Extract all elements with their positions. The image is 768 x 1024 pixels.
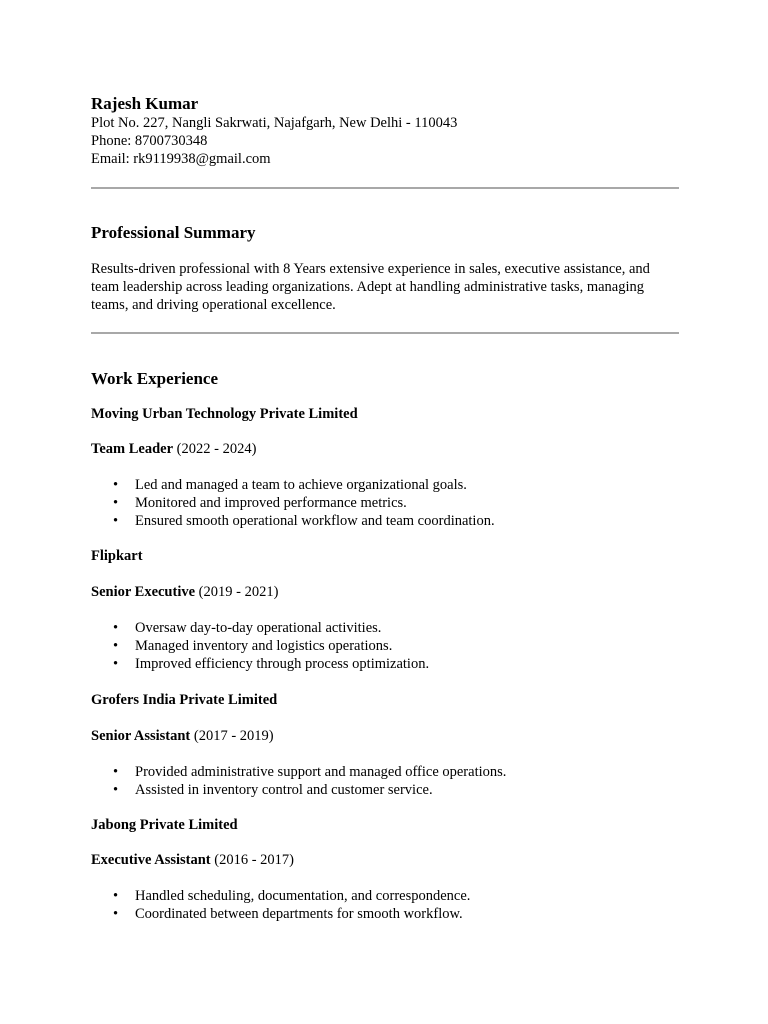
- role-line: [91, 440, 679, 458]
- job-bullets: [91, 887, 679, 923]
- summary-text: Results-driven professional with 8 Years extensive experience in sales, executive assistance, and team leadership across leading organizations. Adept at handling administrative tasks, managing teams, and driving operational excellence.: [91, 261, 650, 313]
- email-line: Email: rk9119938@gmail.com: [91, 151, 271, 167]
- role-line: [91, 851, 679, 869]
- bullet-item: • Monitored and improved performance metrics.: [135, 494, 679, 512]
- divider-header: [91, 187, 679, 189]
- role-title: Team Leader: [91, 441, 174, 457]
- job-entry: [91, 691, 679, 799]
- job-bullets: [91, 619, 679, 673]
- resume-content: [91, 94, 679, 923]
- summary-title: Professional Summary: [91, 223, 256, 242]
- company-name: Flipkart: [91, 548, 143, 564]
- company-name: Grofers India Private Limited: [91, 692, 278, 708]
- experience-title: Work Experience: [91, 369, 219, 388]
- job-entry: [91, 816, 679, 923]
- phone-line: Phone: 8700730348: [91, 133, 208, 149]
- contact-header: [91, 94, 679, 168]
- job-entry: [91, 547, 679, 673]
- candidate-name: Rajesh Kumar: [91, 94, 199, 113]
- role-title: Executive Assistant: [91, 852, 211, 868]
- job-bullets: [91, 763, 679, 799]
- address-line: Plot No. 227, Nangli Sakrwati, Najafgarh, New Delhi - 110043: [91, 115, 458, 131]
- bullet-item: • Oversaw day-to-day operational activities.: [135, 619, 679, 637]
- bullet-item: • Managed inventory and logistics operations.: [135, 637, 679, 655]
- bullet-item: • Handled scheduling, documentation, and correspondence.: [135, 887, 679, 905]
- role-line: [91, 727, 679, 745]
- job-entry: [91, 405, 679, 530]
- role-title: Senior Executive: [91, 584, 196, 600]
- bullet-item: • Provided administrative support and managed office operations.: [135, 763, 679, 781]
- bullet-item: • Coordinated between departments for smooth workflow.: [135, 905, 679, 923]
- role-period: (2022 - 2024): [173, 441, 257, 457]
- role-period: (2016 - 2017): [210, 852, 294, 868]
- bullet-item: • Ensured smooth operational workflow and team coordination.: [135, 512, 679, 530]
- bullet-item: • Improved efficiency through process optimization.: [135, 655, 679, 673]
- role-period: (2017 - 2019): [190, 728, 274, 744]
- job-bullets: [91, 476, 679, 530]
- role-line: [91, 583, 679, 601]
- bullet-item: • Led and managed a team to achieve organizational goals.: [135, 476, 679, 494]
- divider-summary: [91, 332, 679, 334]
- bullet-item: • Assisted in inventory control and customer service.: [135, 781, 679, 799]
- role-period: (2019 - 2021): [195, 584, 279, 600]
- company-name: Moving Urban Technology Private Limited: [91, 406, 358, 422]
- role-title: Senior Assistant: [91, 728, 191, 744]
- company-name: Jabong Private Limited: [91, 817, 238, 833]
